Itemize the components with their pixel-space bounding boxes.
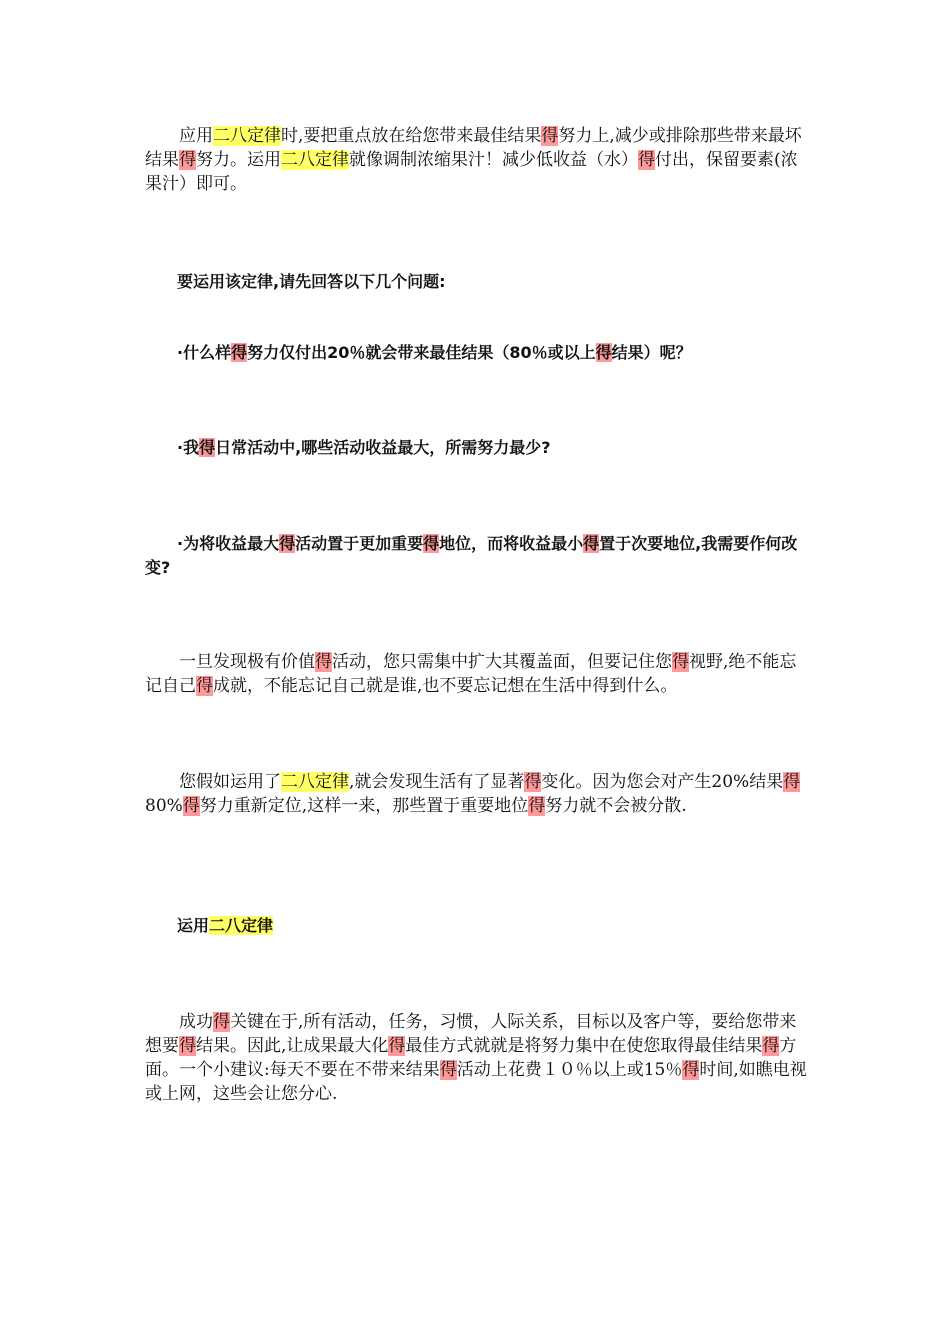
highlighted-term: 得 <box>179 150 196 170</box>
highlighted-term: 二八定律 <box>281 772 349 792</box>
paragraph-success <box>145 1010 810 1106</box>
text-segment: 视野,绝不能忘记自己 <box>145 652 797 696</box>
section-heading <box>145 914 810 938</box>
text-segment: 活动，您只需集中扩大其覆盖面，但要记住您 <box>332 652 672 672</box>
text-segment: 一旦发现极有价值 <box>145 652 315 672</box>
text-segment: 成就，不能忘记自己就是谁,也不要忘记想在生活中得到什么。 <box>213 676 678 696</box>
question-1 <box>145 341 810 365</box>
highlighted-term: 得 <box>439 1060 457 1080</box>
text-segment: 结果。因此,让成果最大化 <box>196 1036 389 1056</box>
paragraph-intro <box>145 124 810 196</box>
paragraph-change <box>145 770 810 818</box>
highlighted-term: 得 <box>762 1036 780 1056</box>
question-heading <box>145 270 810 294</box>
text-segment: 付出，保留要素(浓果汁）即可。 <box>145 150 798 194</box>
text-segment: 活动置于更加重要 <box>295 534 424 553</box>
text-segment: 80% <box>145 772 806 816</box>
highlighted-term: 得 <box>783 772 801 792</box>
highlighted-term: 得 <box>231 343 248 362</box>
text-segment: 关键在于,所有活动，任务，习惯，人际关系，目标以及客户等，要给您带来想要 <box>145 1012 797 1056</box>
highlighted-term: 得 <box>423 534 440 553</box>
text-segment: 努力。运用 <box>196 150 281 170</box>
highlighted-term: 得 <box>541 126 559 146</box>
text-segment: 时,要把重点放在给您带来最佳结果 <box>281 126 542 146</box>
text-segment: ,就会发现生活有了显著 <box>349 772 525 792</box>
text-segment: 最佳方式就就是将努力集中在使您取得最佳结果 <box>405 1036 763 1056</box>
highlighted-term: 得 <box>315 652 332 672</box>
highlighted-term: 得 <box>528 796 546 816</box>
highlighted-term: 得 <box>196 676 213 696</box>
highlighted-term: 得 <box>595 343 612 362</box>
highlighted-term: 得 <box>388 1036 406 1056</box>
text-segment: 运用 <box>145 916 210 935</box>
text-segment: 努力重新定位,这样一来，那些置于重要地位 <box>199 796 529 816</box>
highlighted-term: 得 <box>583 534 600 553</box>
text-segment: 就像调制浓缩果汁！减少低收益（水） <box>349 150 638 170</box>
highlighted-term: 二八定律 <box>281 150 349 170</box>
highlighted-term: 得 <box>213 1012 230 1032</box>
text-segment: ·我 <box>145 438 200 457</box>
text-segment: 应用 <box>145 126 213 146</box>
highlighted-term: 得 <box>199 438 216 457</box>
text-segment: 成功 <box>145 1012 213 1032</box>
highlighted-term: 得 <box>279 534 296 553</box>
text-segment: 活动上花费１０％以上或15％ <box>456 1060 683 1080</box>
highlighted-term: 得 <box>682 1060 700 1080</box>
text-segment: 要运用该定律,请先回答以下几个问题: <box>145 272 446 291</box>
highlighted-term: 二八定律 <box>209 916 274 935</box>
text-segment: 努力上,减少或排除那些带来最坏结果 <box>145 126 802 170</box>
text-segment: ·什么样 <box>145 343 232 362</box>
question-2 <box>145 436 810 460</box>
text-segment: 方面。一个小建议:每天不要在不带来结果 <box>145 1036 797 1080</box>
paragraph-focus <box>145 650 810 698</box>
question-3 <box>145 532 810 580</box>
text-segment: 时间,如瞧电视或上网，这些会让您分心. <box>145 1060 807 1104</box>
text-segment: 您假如运用了 <box>145 772 281 792</box>
text-segment: ·为将收益最大 <box>145 534 280 553</box>
text-segment: 努力仅付出20％就会带来最佳结果（80％或以上 <box>247 343 596 362</box>
text-segment: 地位，而将收益最小 <box>439 534 584 553</box>
text-segment: 努力就不会被分散. <box>545 796 687 816</box>
text-segment: 日常活动中,哪些活动收益最大，所需努力最少? <box>215 438 551 457</box>
text-segment: 置于次要地位,我需要作何改变? <box>145 534 798 577</box>
text-segment: 结果）呢？ <box>611 343 692 362</box>
highlighted-term: 得 <box>182 796 200 816</box>
text-segment: 变化。因为您会对产生20%结果 <box>541 772 784 792</box>
highlighted-term: 得 <box>672 652 689 672</box>
highlighted-term: 二八定律 <box>213 126 281 146</box>
highlighted-term: 得 <box>638 150 655 170</box>
highlighted-term: 得 <box>179 1036 196 1056</box>
highlighted-term: 得 <box>524 772 542 792</box>
